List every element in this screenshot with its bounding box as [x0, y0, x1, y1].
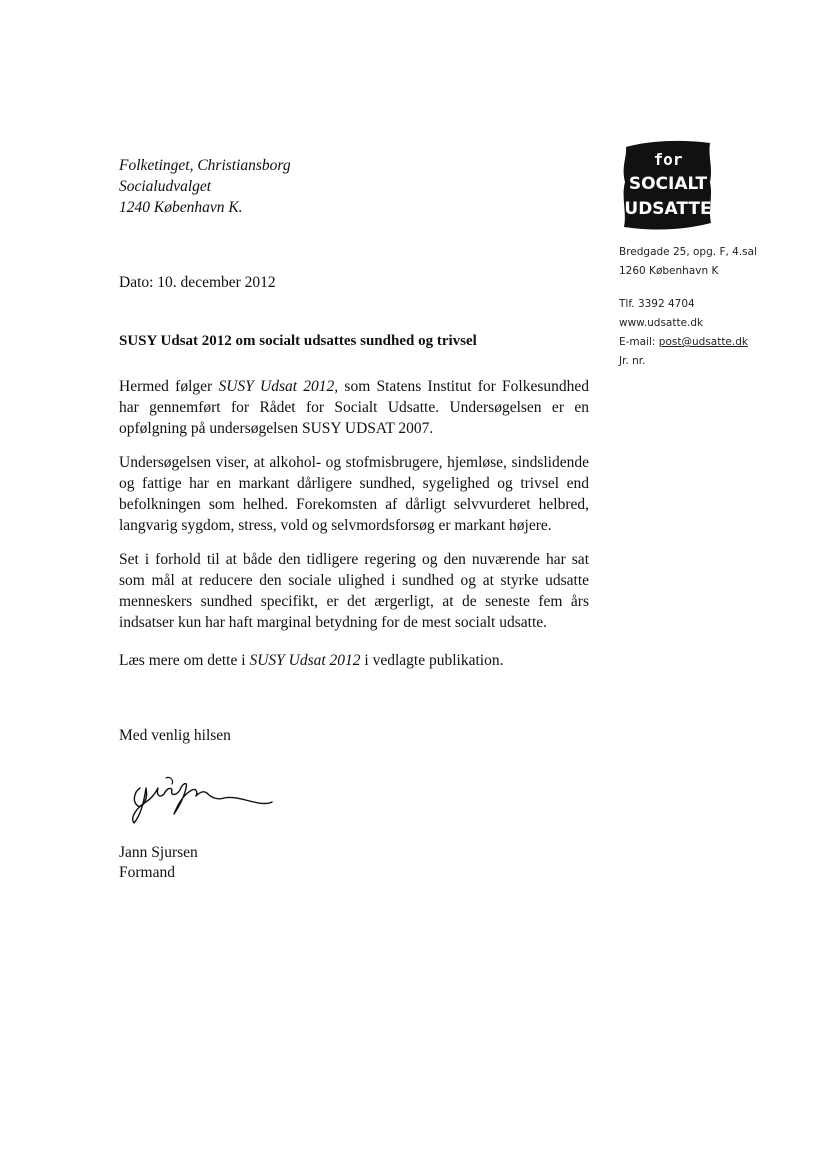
recipient-line-1: Folketinget, Christiansborg — [119, 157, 291, 174]
body-paragraph-1 — [119, 376, 589, 439]
sender-address-2: 1260 København K — [619, 265, 719, 277]
sender-journal-number: Jr. nr. — [619, 355, 646, 367]
sender-email — [619, 333, 757, 352]
email-link[interactable]: post@udsatte.dk — [658, 336, 748, 348]
letter-date: Dato: 10. december 2012 — [119, 274, 276, 291]
logo-text-udsatte: UDSATTE — [624, 199, 712, 219]
logo-text-for: for — [653, 150, 683, 169]
logo-text-socialt: SOCIALT — [628, 174, 708, 194]
p1-text-start: Hermed følger — [119, 378, 219, 395]
closing-salutation: Med venlig hilsen — [119, 727, 231, 744]
sender-phone: Tlf. 3392 4704 — [619, 298, 695, 310]
letter-subject: SUSY Udsat 2012 om socialt udsattes sundhed og trivsel — [119, 333, 477, 349]
p4-text-end: i vedlagte publikation. — [360, 652, 504, 669]
sender-address-1: Bredgade 25, opg. F, 4.sal — [619, 246, 757, 258]
sender-info — [619, 243, 757, 371]
handwritten-signature — [126, 768, 276, 826]
body-paragraph-4 — [119, 650, 589, 671]
sender-website: www.udsatte.dk — [619, 317, 704, 329]
signer-title: Formand — [119, 864, 175, 881]
p1-text-end: som Statens Institut for Folkesundhed har gennemført for Rådet for Socialt Udsatte. Undersøgelsen er en opfølgning på undersøgelsen SUSY UDSAT 2007. — [119, 378, 589, 437]
p4-text-start: Læs mere om dette i — [119, 652, 250, 669]
body-paragraph-3: Set i forhold til at både den tidligere regering og den nuværende har sat som mål at reducere den sociale ulighed i sundhed og at styrke udsatte menneskers sundhed specifikt, er det ærgerligt, at de seneste fem års indsatser kun har haft marginal betydning for de mest socialt udsatte. — [119, 551, 589, 631]
recipient-line-3: 1240 København K. — [119, 199, 243, 216]
recipient-line-2: Socialudvalget — [119, 178, 212, 195]
organization-logo — [618, 137, 718, 233]
signer-name: Jann Sjursen — [119, 844, 198, 861]
p4-publication-title: SUSY Udsat 2012 — [249, 652, 361, 669]
p1-publication-title: SUSY Udsat 2012, — [218, 378, 339, 395]
recipient-address — [119, 155, 291, 218]
signer-block — [119, 843, 198, 883]
body-paragraph-2: Undersøgelsen viser, at alkohol- og stofmisbrugere, hjemløse, sindslidende og fattige har en markant dårligere sundhed, sygelighed og trivsel end befolkningen som helhed. Forekomsten af dårligt selvvurderet helbred, langvarig sygdom, stress, vold og selvmordsforsøg er markant højere. — [119, 454, 589, 534]
email-label: E-mail: — [619, 336, 659, 348]
